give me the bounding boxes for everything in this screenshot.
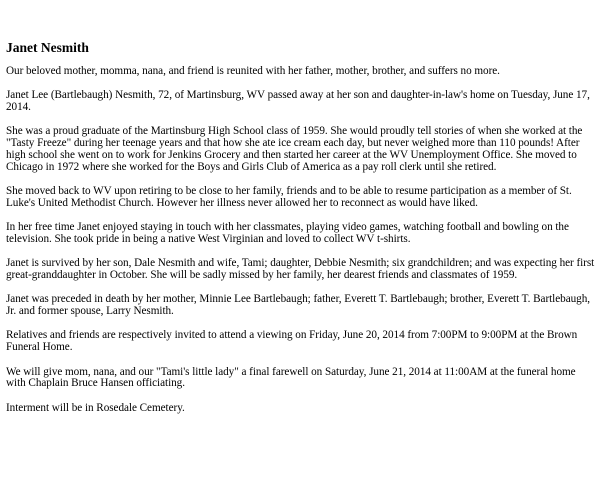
paragraph-viewing: Relatives and friends are respectively invited to attend a viewing on Friday, June 20, 2014 from 7:00PM to 9:00PM at the Brown Funeral Home. [6, 329, 578, 354]
obituary-article [6, 40, 596, 427]
paragraph-passing: Janet Lee (Bartlebaugh) Nesmith, 72, of Martinsburg, WV passed away at her son and daughter-in-law's home on Tuesday, June 17, 2014. [6, 89, 590, 114]
paragraph-intro: Our beloved mother, momma, nana, and friend is reunited with her father, mother, brother, and suffers no more. [6, 65, 500, 77]
paragraph-preceded-by: Janet was preceded in death by her mother, Minnie Lee Bartlebaugh; father, Everett T. Bartlebaugh; brother, Everett T. Bartlebaugh, Jr. and former spouse, Larry Nesmith. [6, 293, 590, 318]
paragraph-return-to-wv: She moved back to WV upon retiring to be close to her family, friends and to be able to resume participation as a member of St. Luke's United Methodist Church. However her illness never allowed her to reconnect as would have liked. [6, 185, 572, 209]
obituary-title: Janet Nesmith [6, 40, 89, 55]
paragraph-survived-by: Janet is survived by her son, Dale Nesmith and wife, Tami; daughter, Debbie Nesmith; six grandchildren; and was expecting her first great-granddaughter in October. She will be sadly missed by her family, her dearest friends and classmates of 1959. [6, 257, 595, 282]
paragraph-career: She was a proud graduate of the Martinsburg High School class of 1959. She would proudly tell stories of when she worked at the "Tasty Freeze" during her teenage years and that how she ate ice cream each day, but never weighed more than 110 pounds! After high school she went on to work for Jenkins Grocery and then started her career at the WV Unemployment Office. She moved to Chicago in 1972 where she worked for the Boys and Girls Club of America as a pay roll clerk until she retired. [6, 125, 583, 173]
paragraph-interment: Interment will be in Rosedale Cemetery. [6, 401, 185, 414]
paragraph-farewell: We will give mom, nana, and our "Tami's little lady" a final farewell on Saturday, June 21, 2014 at 11:00AM at the funeral home with Chaplain Bruce Hansen officiating. [6, 365, 576, 390]
paragraph-hobbies: In her free time Janet enjoyed staying in touch with her classmates, playing video games, watching football and bowling on the television. She took pride in being a native West Virginian and loved to collect WV t-shirts. [6, 221, 569, 245]
